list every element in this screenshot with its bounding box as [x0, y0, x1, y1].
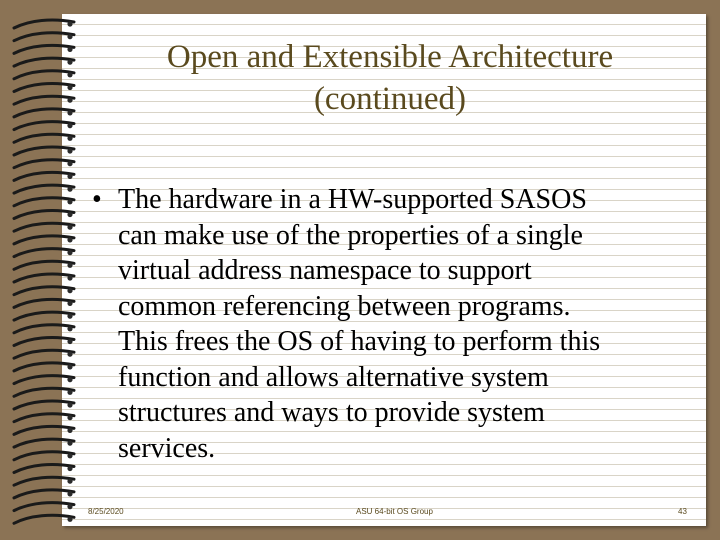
binding-hole — [67, 110, 72, 115]
binding-ring — [14, 96, 74, 104]
binding-hole — [67, 326, 72, 331]
binding-ring — [14, 236, 74, 244]
bullet-row — [92, 360, 692, 396]
binding-ring — [14, 503, 74, 511]
binding-hole — [67, 187, 72, 192]
bullet-row — [92, 182, 692, 218]
bullet-row — [92, 218, 692, 254]
bullet-line: virtual address namespace to support — [118, 255, 532, 286]
binding-ring — [14, 490, 74, 498]
binding-ring — [14, 401, 74, 409]
binding-hole — [67, 72, 72, 77]
binding-ring — [14, 452, 74, 460]
bullet-line: services. — [118, 432, 216, 464]
binding-ring — [14, 338, 74, 346]
binding-hole — [67, 136, 72, 141]
binding-hole — [67, 60, 72, 65]
binding-hole — [67, 174, 72, 179]
binding-ring — [14, 160, 74, 168]
binding-ring — [14, 363, 74, 371]
bullet-row — [92, 253, 692, 289]
bullet-line: structures and ways to provide system — [118, 397, 545, 428]
binding-ring — [14, 109, 74, 117]
binding-hole — [67, 415, 72, 420]
footer-title: ASU 64-bit OS Group — [356, 507, 433, 516]
binding-hole — [67, 250, 72, 255]
bullet-line: common referencing between programs. — [118, 290, 571, 322]
binding-ring — [14, 185, 74, 193]
binding-ring — [14, 84, 74, 92]
binding-hole — [67, 34, 72, 39]
binding-hole — [67, 466, 72, 471]
binding-ring — [14, 287, 74, 295]
binding-hole — [67, 441, 72, 446]
footer-date: 8/25/2020 — [88, 507, 124, 516]
binding-hole — [67, 263, 72, 268]
binding-hole — [67, 161, 72, 166]
binding-ring — [14, 426, 74, 434]
binding-hole — [67, 352, 72, 357]
binding-hole — [67, 517, 72, 522]
binding-hole — [67, 85, 72, 90]
binding-hole — [67, 123, 72, 128]
binding-hole — [67, 479, 72, 484]
binding-hole — [67, 275, 72, 280]
binding-hole — [67, 364, 72, 369]
binding-hole — [67, 21, 72, 26]
binding-ring — [14, 134, 74, 142]
binding-ring — [14, 261, 74, 269]
bullet-row — [92, 395, 692, 431]
binding-hole — [67, 237, 72, 242]
binding-ring — [14, 172, 74, 180]
binding-ring — [14, 249, 74, 257]
binding-ring — [14, 465, 74, 473]
binding-hole — [67, 148, 72, 153]
binding-ring — [14, 350, 74, 358]
binding-ring — [14, 376, 74, 384]
bullet-line: can make use of the properties of a single — [118, 219, 583, 251]
binding-ring — [14, 58, 74, 66]
slide-title — [120, 36, 660, 120]
binding-ring — [14, 274, 74, 282]
binding-hole — [67, 390, 72, 395]
binding-hole — [67, 491, 72, 496]
binding-hole — [67, 225, 72, 230]
bullet-item — [92, 182, 692, 466]
binding-ring — [14, 33, 74, 41]
binding-hole — [67, 504, 72, 509]
binding-ring — [14, 211, 74, 219]
binding-ring — [14, 20, 74, 28]
binding-hole — [67, 47, 72, 52]
binding-ring — [14, 122, 74, 130]
title-line-1: Open and Extensible Architecture — [166, 39, 614, 75]
bullet-line: function and allows alternative system — [118, 361, 549, 393]
binding-ring — [14, 299, 74, 307]
binding-ring — [14, 414, 74, 422]
binding-hole — [67, 199, 72, 204]
binding-hole — [67, 212, 72, 217]
bullet-icon: • — [92, 184, 102, 215]
binding-ring — [14, 147, 74, 155]
binding-ring — [14, 223, 74, 231]
bullet-row — [92, 289, 692, 325]
binding-ring — [14, 515, 74, 523]
title-line-2: (continued) — [313, 81, 467, 117]
binding-ring — [14, 71, 74, 79]
binding-hole — [67, 98, 72, 103]
binding-ring — [14, 45, 74, 53]
binding-hole — [67, 402, 72, 407]
binding-ring — [14, 477, 74, 485]
binding-ring — [14, 198, 74, 206]
binding-hole — [67, 301, 72, 306]
spiral-binding-icon — [0, 0, 90, 540]
binding-hole — [67, 453, 72, 458]
binding-ring — [14, 388, 74, 396]
binding-ring — [14, 325, 74, 333]
bullet-row — [92, 324, 692, 360]
bullet-line: This frees the OS of having to perform this — [118, 326, 601, 357]
binding-hole — [67, 314, 72, 319]
binding-hole — [67, 339, 72, 344]
bullet-row — [92, 431, 692, 467]
bullet-line: The hardware in a HW-supported SASOS — [118, 184, 587, 215]
binding-hole — [67, 377, 72, 382]
page-number: 43 — [678, 507, 687, 516]
binding-hole — [67, 428, 72, 433]
binding-ring — [14, 312, 74, 320]
binding-hole — [67, 288, 72, 293]
binding-ring — [14, 439, 74, 447]
